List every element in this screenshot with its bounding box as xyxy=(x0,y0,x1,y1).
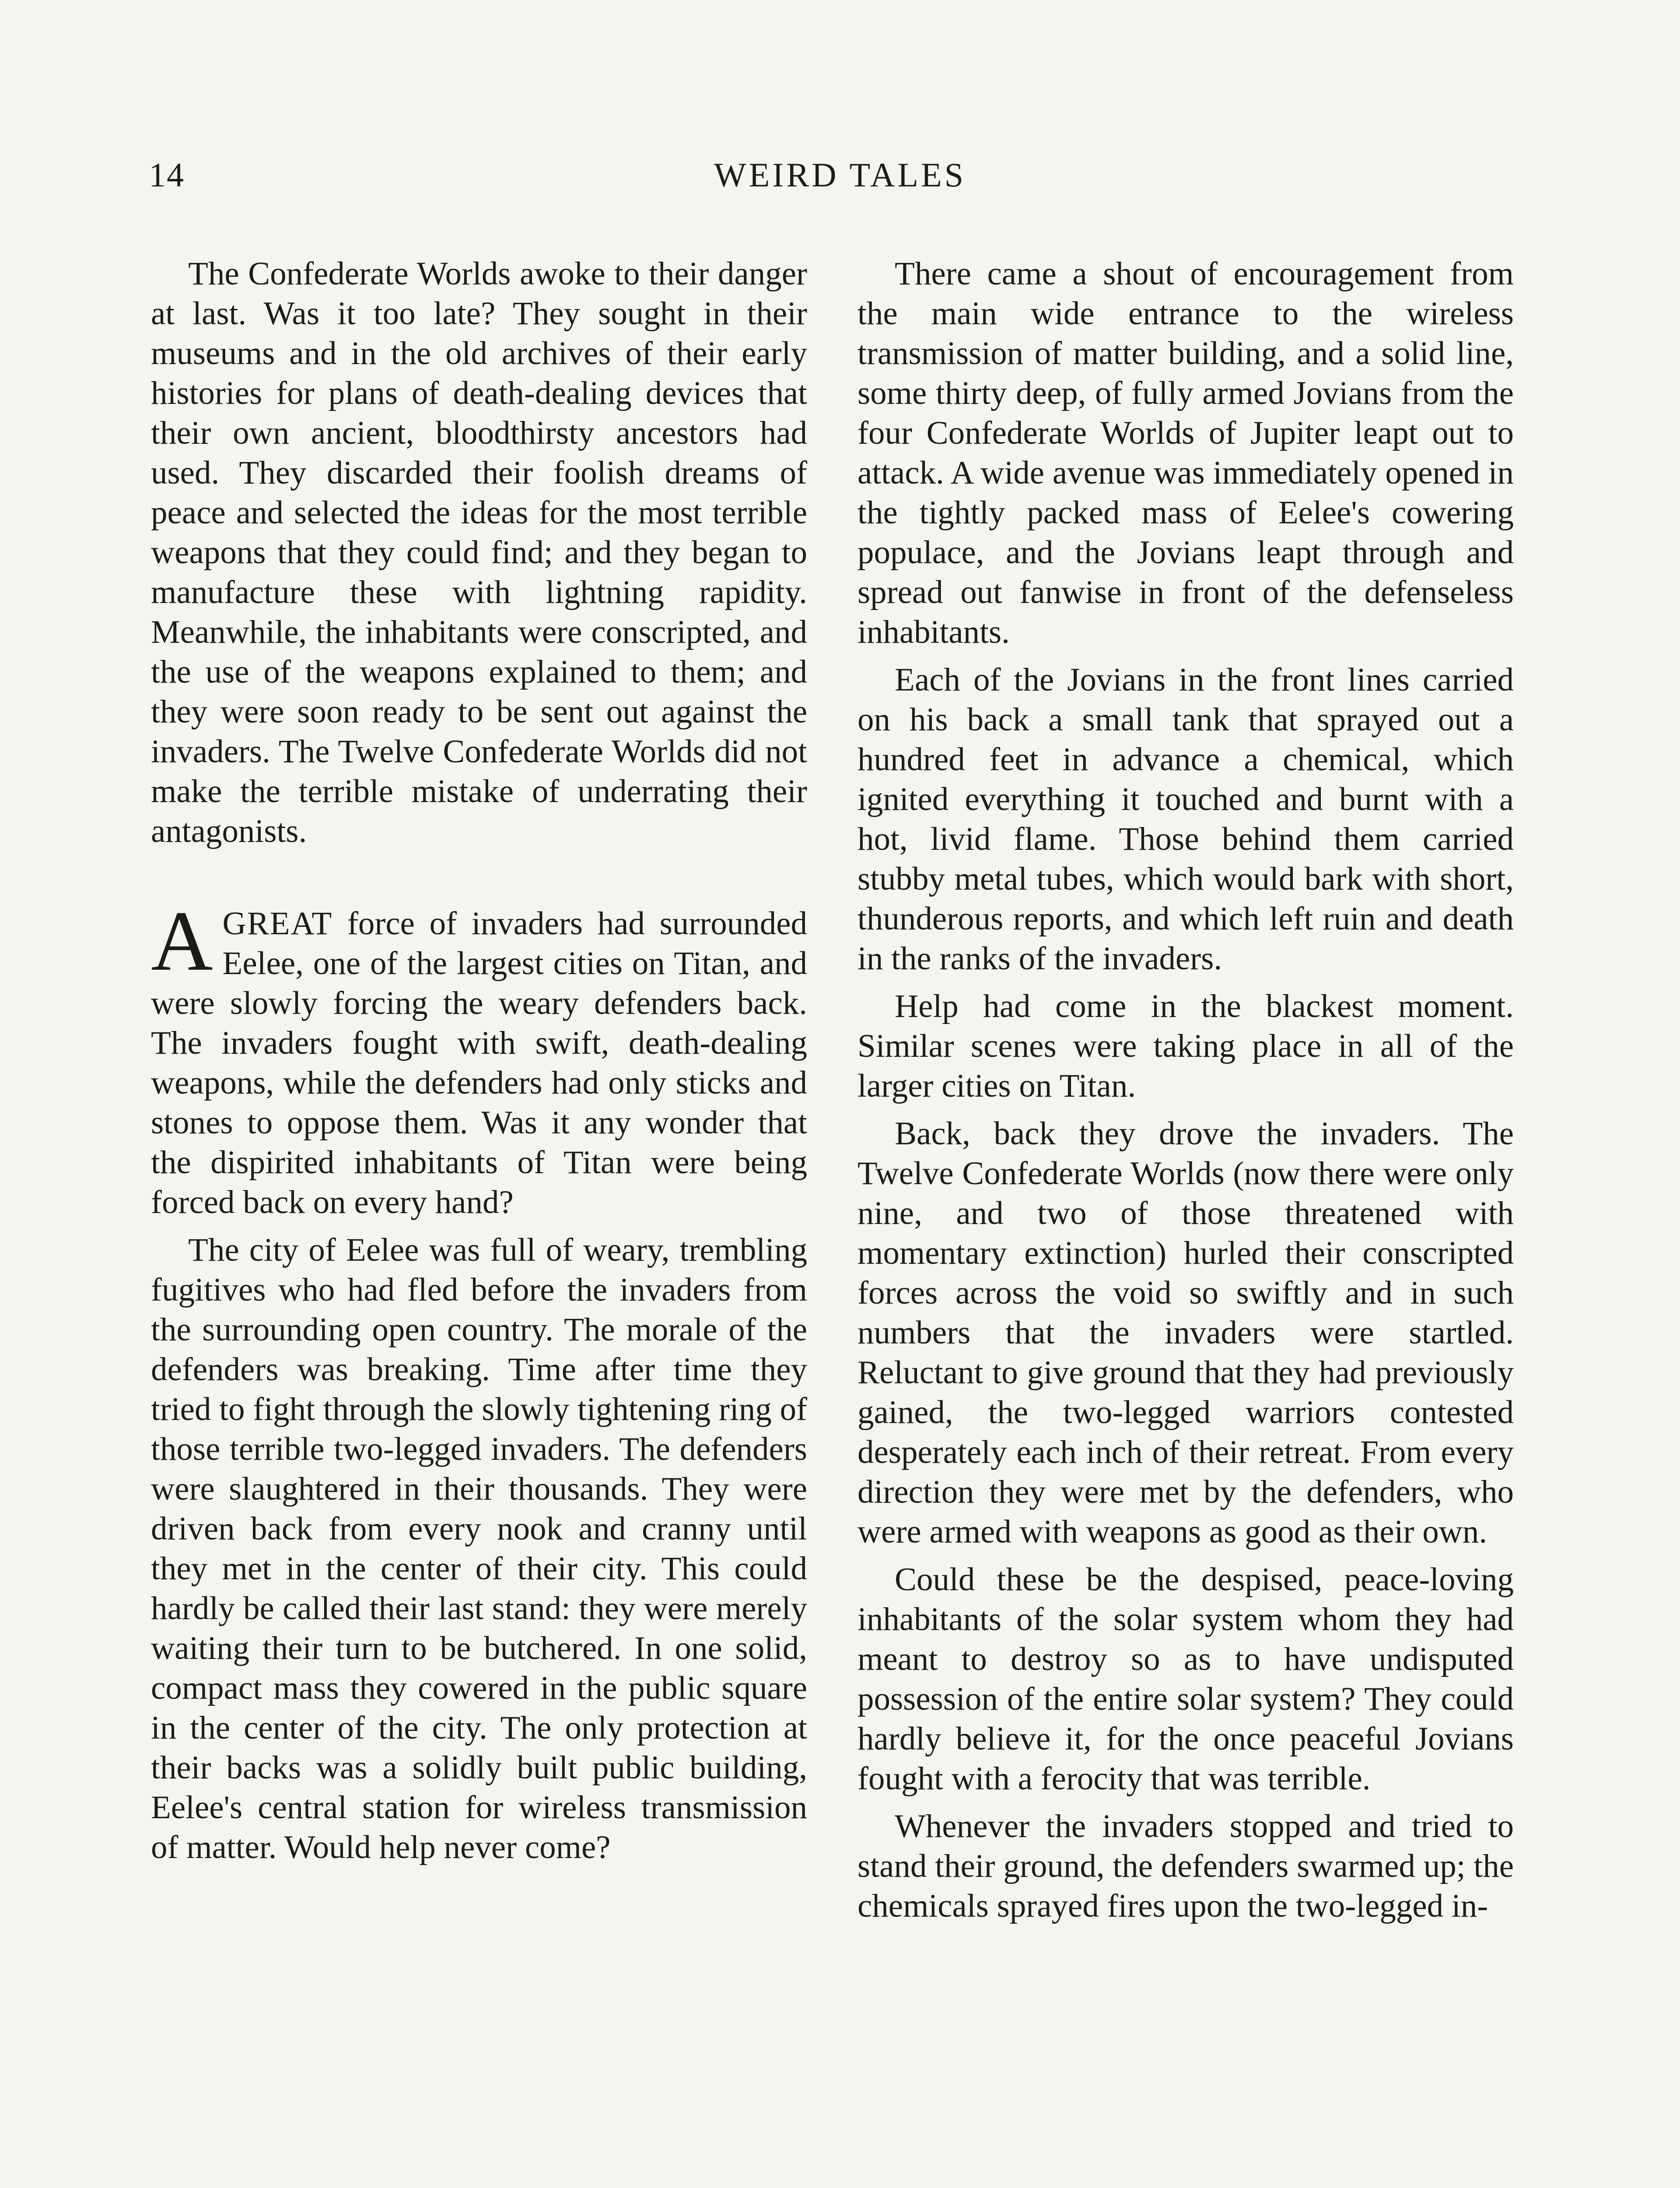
paragraph: Could these be the despised, peace-loving inhabitants of the solar system whom they had meant to destroy so as to have undisputed possession of the entire solar system? They could hardly believe it, for the once peaceful Jovians fought with a ferocity that was terrible. xyxy=(858,1561,1514,1797)
paragraph-text: force of invaders had surrounded Eelee, one of the largest cities on Titan, and were slowly forcing the weary defenders back. The invaders fought with swift, death-dealing weapons, while the defenders had only sticks and stones to oppose them. Was it any wonder that the dispirited inhabitants of Titan were being forced back on every hand? xyxy=(151,905,807,1220)
paragraph: Each of the Jovians in the front lines carried on his back a small tank that sprayed out a hundred feet in advance a chemical, which ignited everything it touched and burnt with a hot, livid flame. Those behind them carried stubby metal tubes, which would bark with short, thunderous reports, and which left ruin and death in the ranks of the invaders. xyxy=(858,662,1514,977)
paragraph-with-dropcap xyxy=(151,894,807,1222)
right-column xyxy=(858,254,1514,1934)
running-head: WEIRD TALES xyxy=(714,156,966,194)
paragraph: There came a shout of encouragement from the main wide entrance to the wireless transmission of matter building, and a solid line, some thirty deep, of fully armed Jovians from the four Confederate Worlds of Jupiter leapt out to attack. A wide avenue was immediately opened in the tightly packed mass of Eelee's cowering populace, and the Jovians leapt through and spread out fanwise in front of the defenseless inhabitants. xyxy=(858,256,1514,650)
paragraph: Help had come in the blackest moment. Similar scenes were taking place in all of the larger cities on Titan. xyxy=(858,988,1514,1104)
paragraph: Whenever the invaders stopped and tried to stand their ground, the defenders swarmed up; the chemicals sprayed fires upon the two-legged in- xyxy=(858,1808,1514,1924)
lead-word: GREAT xyxy=(222,905,333,942)
paragraph: Back, back they drove the invaders. The Twelve Confederate Worlds (now there were only nine, and two of those threatened with momentary extinction) hurled their conscripted forces across the void so swiftly and in such numbers that the invaders were startled. Reluctant to give ground that they had previously gained, the two-legged warriors contested desperately each inch of their retreat. From every direction they were met by the defenders, who were armed with weapons as good as their own. xyxy=(858,1115,1514,1550)
page-number: 14 xyxy=(149,156,185,194)
left-column xyxy=(151,254,807,1875)
paragraph: The Confederate Worlds awoke to their danger at last. Was it too late? They sought in their museums and in the old archives of their early histories for plans of death-dealing devices that their own ancient, bloodthirsty ancestors had used. They discarded their foolish dreams of peace and selected the ideas for the most terrible weapons that they could find; and they began to manufacture these with lightning rapidity. Meanwhile, the inhabitants were conscripted, and the use of the weapons explained to them; and they were soon ready to be sent out against the invaders. The Twelve Confederate Worlds did not make the terrible mistake of underrating their antagonists. xyxy=(151,256,807,849)
drop-cap: A xyxy=(151,894,213,989)
paragraph: The city of Eelee was full of weary, trembling fugitives who had fled before the invaders from the surrounding open country. The morale of the defenders was breaking. Time after time they tried to fight through the slowly tightening ring of those terrible two-legged invaders. The defenders were slaughtered in their thousands. They were driven back from every nook and cranny until they met in the center of their city. This could hardly be called their last stand: they were merely waiting their turn to be butchered. In one solid, compact mass they cowered in the public square in the center of the city. The only protection at their backs was a solidly built public building, Eelee's central station for wireless transmission of matter. Would help never come? xyxy=(151,1232,807,1865)
